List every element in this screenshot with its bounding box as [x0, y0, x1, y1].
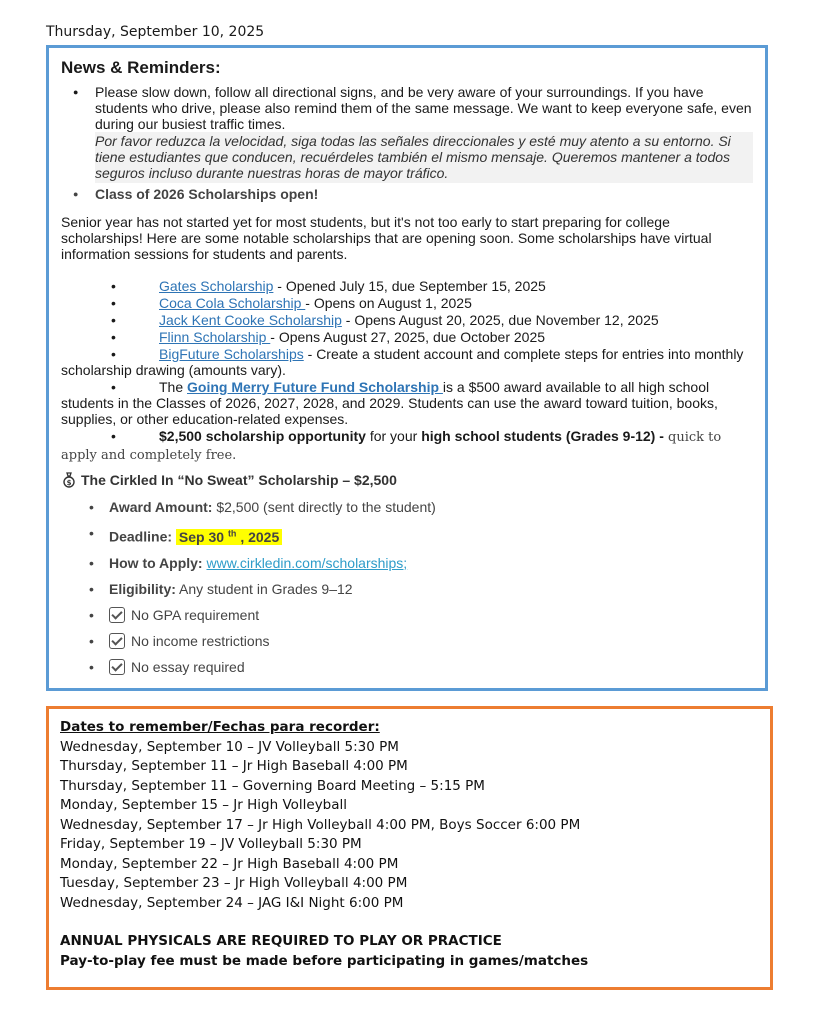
dates-list	[60, 738, 759, 914]
cirkled-scholarship-title	[61, 472, 753, 491]
deadline-year: , 2025	[236, 528, 280, 545]
list-item	[61, 379, 753, 427]
coca-cola-scholarship-link[interactable]: Coca Cola Scholarship	[159, 295, 306, 311]
list-item: Monday, September 15 – Jr High Volleyball	[60, 797, 348, 813]
list-item: Wednesday, September 24 – JAG I&I Night 6:00 PM	[60, 894, 404, 911]
class-2026-heading: ● Class of 2026 Scholarships open!	[95, 186, 753, 202]
award-label: Award Amount:	[109, 499, 213, 515]
news-title: News & Reminders:	[61, 58, 221, 77]
list-item: Wednesday, September 10 – JV Volleyball 5:30 PM	[60, 738, 399, 755]
scholarship-detail: - Opens August 27, 2025, due October 2025	[270, 329, 546, 345]
list-item	[109, 607, 753, 623]
list-item: Monday, September 22 – Jr High Baseball 4:00 PM	[60, 855, 399, 872]
check-text: No income restrictions	[131, 632, 270, 649]
going-merry-scholarship-link[interactable]: Going Merry Future Fund Scholarship	[187, 379, 443, 395]
gates-scholarship-link[interactable]: Gates Scholarship	[159, 278, 274, 294]
money-bag-icon	[61, 472, 77, 491]
reminder-english: ● Please slow down, follow all directional signs, and be very aware of your surroundings. If you have students who drive, please also remind them of the same message. We want to keep everyone safe, even during our busiest traffic times.	[95, 84, 752, 132]
reminder-spanish: Por favor reduzca la velocidad, siga todas las señales direccionales y esté muy atento a su entorno. Si tiene estudiantes que conducen, recuérdeles también el mismo mensaje. Queremos mantener a todos seguros incluso durante nuestras horas de mayor tráfico.	[95, 132, 753, 183]
bullet-icon	[61, 312, 159, 328]
list-item: Thursday, September 11 – Governing Board Meeting – 5:15 PM	[60, 777, 485, 794]
cirkled-title-text: The Cirkled In “No Sweat” Scholarship – $2,500	[81, 472, 397, 488]
eligibility-label: Eligibility:	[109, 580, 176, 597]
bullet-icon	[61, 428, 159, 444]
list-item: Friday, September 19 – JV Volleyball 5:30 PM	[60, 836, 362, 852]
bullet-icon	[61, 329, 159, 345]
opportunity-mid: for your	[365, 428, 422, 444]
list-item	[109, 525, 753, 545]
cirkledin-link[interactable]: www.cirkledin.com/scholarships;	[206, 554, 408, 571]
list-item: Tuesday, September 23 – Jr High Volleyball 4:00 PM	[60, 875, 408, 891]
newsletter-date: Thursday, September 10, 2025	[46, 24, 265, 40]
list-item	[109, 633, 753, 649]
scholarship-detail: is a $500 award available to all high school students in the Classes of 2026, 2027, 2028, and 2029. Students can use the award toward tuition, books, supplies, or other education-related expenses.	[61, 379, 718, 427]
deadline-label: Deadline:	[109, 528, 173, 545]
bigfuture-scholarships-link[interactable]: BigFuture Scholarships	[159, 346, 304, 362]
merry-prefix: The	[159, 379, 188, 395]
bullet-icon	[61, 295, 159, 311]
list-item	[109, 659, 753, 675]
checkbox-icon	[109, 659, 125, 675]
jack-kent-cooke-scholarship-link[interactable]: Jack Kent Cooke Scholarship	[159, 312, 342, 328]
flinn-scholarship-link[interactable]: Flinn Scholarship	[159, 329, 271, 345]
check-text: No GPA requirement	[131, 606, 260, 623]
physicals-notice: ANNUAL PHYSICALS ARE REQUIRED TO PLAY OR PRACTICE	[60, 933, 502, 949]
check-text: No essay required	[131, 658, 245, 675]
apply-label: How to Apply:	[109, 554, 203, 571]
deadline-highlight	[176, 529, 282, 545]
scholarship-detail: - Opens August 20, 2025, due November 12, 2025	[341, 312, 659, 328]
pay-to-play-notice: Pay-to-play fee must be made before participating in games/matches	[60, 952, 589, 969]
award-value: $2,500 (sent directly to the student)	[212, 499, 436, 515]
eligibility-value: Any student in Grades 9–12	[175, 580, 353, 597]
list-item	[61, 312, 753, 328]
list-item	[109, 499, 753, 515]
opportunity-detail: quick to apply and completely free.	[61, 430, 722, 463]
cirkled-details-list	[61, 499, 753, 675]
checkbox-icon	[109, 633, 125, 649]
list-item	[61, 428, 753, 464]
bullet-icon	[61, 278, 159, 294]
dates-to-remember-box	[46, 706, 773, 990]
bullet-icon	[61, 379, 159, 395]
list-item: Wednesday, September 17 – Jr High Volleyball 4:00 PM, Boys Soccer 6:00 PM	[60, 816, 581, 833]
deadline-sup: th	[227, 528, 237, 538]
list-item	[61, 329, 753, 345]
svg-text:$: $	[66, 479, 72, 487]
reminder-list	[61, 84, 753, 202]
checkbox-icon	[109, 607, 125, 623]
list-item	[109, 555, 753, 571]
scholarship-detail: - Create a student account and complete steps for entries into monthly scholarship drawing (amounts vary).	[61, 346, 744, 378]
scholarship-list	[61, 278, 753, 464]
scholarship-intro: Senior year has not started yet for most students, but it's not too early to start preparing for college scholarships! Here are some notable scholarships that are opening soon. Some scholarships have virtual information sessions for students and parents.	[61, 214, 712, 262]
list-item: Thursday, September 11 – Jr High Baseball 4:00 PM	[60, 758, 408, 774]
scholarship-detail: - Opens on August 1, 2025	[305, 295, 472, 311]
list-item	[61, 278, 753, 294]
bullet-icon	[61, 346, 159, 362]
scholarship-detail: - Opened July 15, due September 15, 2025	[273, 278, 546, 294]
news-reminders-box	[46, 45, 768, 691]
list-item	[95, 84, 753, 183]
deadline-value: Sep 30	[178, 528, 225, 545]
list-item	[61, 346, 753, 378]
opportunity-audience: high school students (Grades 9-12) -	[421, 428, 664, 444]
list-item	[109, 581, 753, 597]
opportunity-amount: $2,500 scholarship opportunity	[159, 428, 366, 444]
dates-title: Dates to remember/Fechas para recorder:	[60, 719, 380, 735]
list-item	[61, 295, 753, 311]
